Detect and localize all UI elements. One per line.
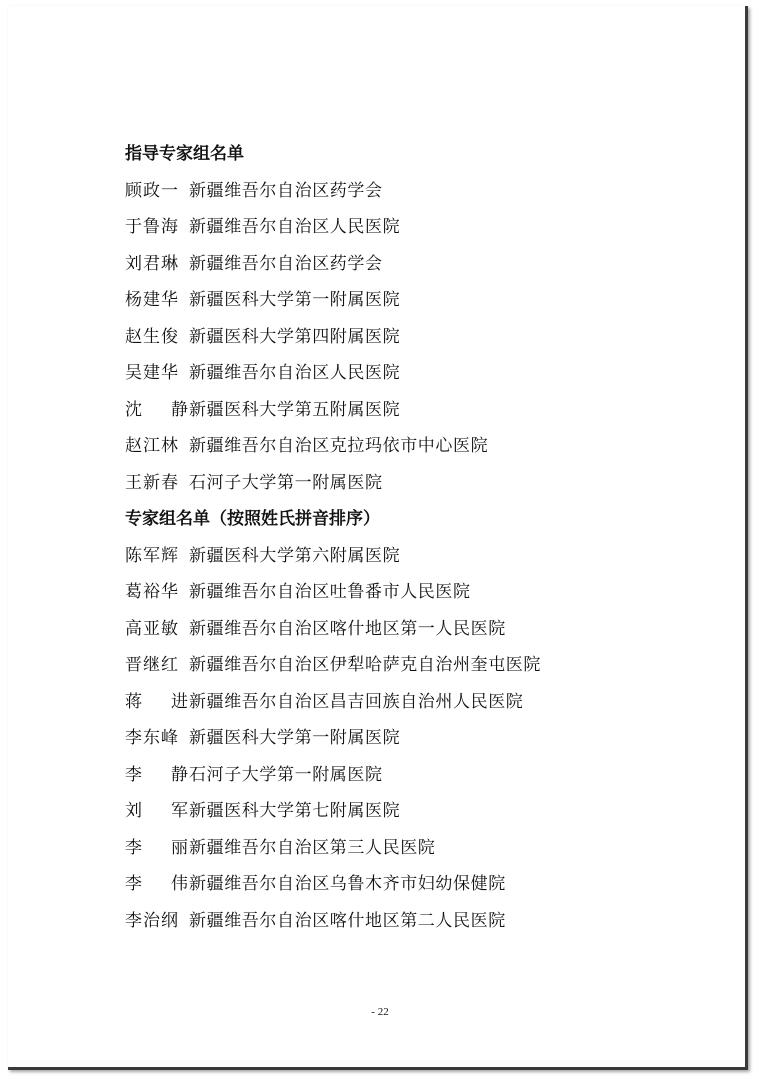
member-org: 新疆医科大学第一附属医院 bbox=[189, 290, 401, 310]
member-surname: 李 bbox=[125, 874, 143, 894]
member-org: 新疆维吾尔自治区第三人民医院 bbox=[189, 837, 436, 858]
member-org: 新疆医科大学第一附属医院 bbox=[189, 728, 401, 748]
member-name bbox=[125, 866, 189, 903]
member-given-name: 静 bbox=[171, 399, 189, 420]
member-given-name: 丽 bbox=[171, 837, 189, 858]
list-item bbox=[125, 757, 715, 794]
list-item bbox=[125, 574, 715, 611]
member-org: 新疆医科大学第六附属医院 bbox=[189, 545, 401, 566]
member-given-name: 进 bbox=[171, 691, 189, 712]
member-surname: 沈 bbox=[125, 399, 143, 420]
member-surname: 刘 bbox=[125, 801, 143, 821]
member-name: 刘君琳 bbox=[125, 253, 179, 274]
member-org: 新疆维吾尔自治区喀什地区第二人民医院 bbox=[189, 910, 506, 931]
member-name: 顾政一 bbox=[125, 180, 179, 201]
member-name: 王新春 bbox=[125, 472, 179, 493]
member-org: 新疆医科大学第五附属医院 bbox=[189, 399, 401, 420]
section-title-guidance-experts: 指导专家组名单 bbox=[125, 144, 244, 164]
member-org: 新疆维吾尔自治区昌吉回族自治州人民医院 bbox=[189, 691, 524, 712]
member-name: 高亚敏 bbox=[125, 618, 179, 639]
list-item bbox=[125, 355, 715, 392]
member-name: 李东峰 bbox=[125, 728, 179, 748]
member-name: 李治纲 bbox=[125, 910, 179, 931]
member-name: 葛裕华 bbox=[125, 582, 179, 602]
list-item bbox=[125, 866, 715, 903]
member-surname: 李 bbox=[125, 837, 143, 858]
list-item bbox=[125, 538, 715, 575]
list-item bbox=[125, 903, 715, 940]
list-item bbox=[125, 282, 715, 319]
list-item bbox=[125, 720, 715, 757]
member-org: 新疆维吾尔自治区喀什地区第一人民医院 bbox=[189, 618, 506, 639]
member-name bbox=[125, 684, 189, 721]
list-item bbox=[125, 684, 715, 721]
list-item bbox=[125, 793, 715, 830]
list-item bbox=[125, 611, 715, 648]
member-surname: 蒋 bbox=[125, 691, 143, 712]
member-org: 新疆维吾尔自治区克拉玛依市中心医院 bbox=[189, 436, 489, 456]
member-name: 于鲁海 bbox=[125, 217, 179, 237]
member-name: 赵江林 bbox=[125, 436, 179, 456]
member-name: 吴建华 bbox=[125, 363, 179, 383]
member-org: 新疆维吾尔自治区人民医院 bbox=[189, 217, 401, 237]
list-item bbox=[125, 392, 715, 429]
member-surname: 李 bbox=[125, 764, 143, 785]
list-item bbox=[125, 173, 715, 210]
member-name: 晋继红 bbox=[125, 655, 179, 675]
list-item bbox=[125, 319, 715, 356]
member-org: 新疆医科大学第七附属医院 bbox=[189, 801, 401, 821]
member-org: 新疆维吾尔自治区药学会 bbox=[189, 180, 383, 201]
member-org: 新疆维吾尔自治区伊犁哈萨克自治州奎屯医院 bbox=[189, 655, 541, 675]
member-given-name: 军 bbox=[171, 801, 189, 821]
section-title-expert-group: 专家组名单（按照姓氏拼音排序） bbox=[125, 509, 380, 529]
member-name bbox=[125, 830, 189, 867]
member-org: 新疆维吾尔自治区药学会 bbox=[189, 253, 383, 274]
member-name: 赵生俊 bbox=[125, 326, 179, 347]
list-item bbox=[125, 209, 715, 246]
document-content bbox=[125, 136, 715, 939]
list-item bbox=[125, 465, 715, 502]
member-org: 新疆医科大学第四附属医院 bbox=[189, 326, 401, 347]
member-given-name: 伟 bbox=[171, 874, 189, 894]
member-name bbox=[125, 793, 189, 830]
member-name bbox=[125, 392, 189, 429]
member-given-name: 静 bbox=[171, 764, 189, 785]
member-name bbox=[125, 757, 189, 794]
member-name: 杨建华 bbox=[125, 290, 179, 310]
member-name: 陈军辉 bbox=[125, 545, 179, 566]
member-org: 新疆维吾尔自治区人民医院 bbox=[189, 363, 401, 383]
list-item bbox=[125, 246, 715, 283]
list-item bbox=[125, 830, 715, 867]
list-item bbox=[125, 428, 715, 465]
member-org: 新疆维吾尔自治区乌鲁木齐市妇幼保健院 bbox=[189, 874, 506, 894]
member-org: 石河子大学第一附属医院 bbox=[189, 472, 383, 493]
page-number: - 22 bbox=[371, 1006, 389, 1018]
list-item bbox=[125, 647, 715, 684]
member-org: 新疆维吾尔自治区吐鲁番市人民医院 bbox=[189, 582, 471, 602]
member-org: 石河子大学第一附属医院 bbox=[189, 764, 383, 785]
